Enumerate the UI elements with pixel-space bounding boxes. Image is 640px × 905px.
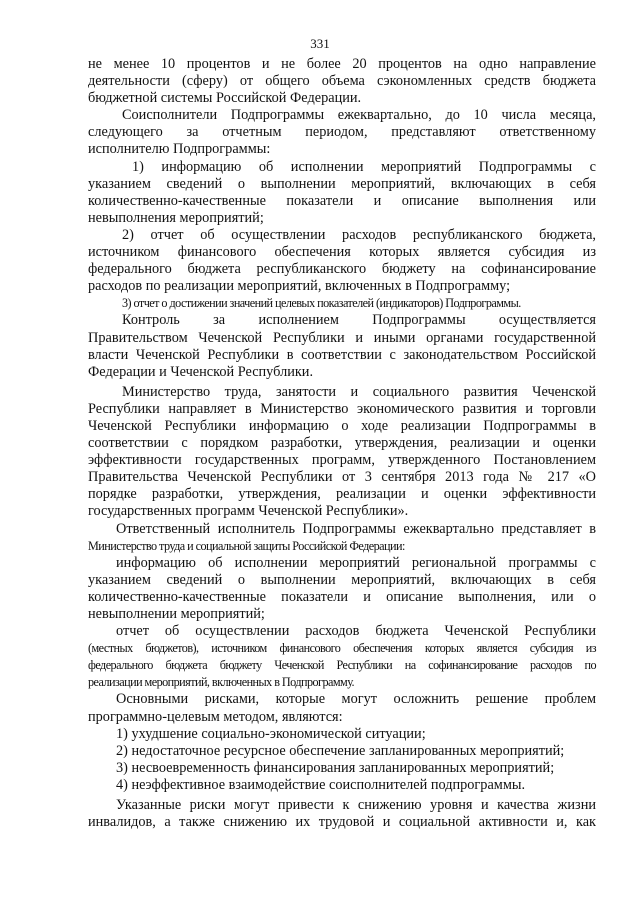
document-body bbox=[88, 56, 596, 831]
text-line: не менее 10 процентов и не более 20 процентов на одно направление bbox=[88, 56, 596, 72]
text-line: 2) отчет об осуществлении расходов республиканского бюджета, bbox=[122, 226, 596, 243]
text-line: Соисполнители Подпрограммы ежеквартально, до 10 числа месяца, bbox=[122, 107, 596, 124]
text-line: 4) неэффективное взаимодействие соисполнителей подпрограммы. bbox=[116, 776, 526, 793]
text-line: 1) информацию об исполнении мероприятий Подпрограммы с bbox=[132, 158, 596, 175]
text-line: Ответственный исполнитель Подпрограммы ежеквартально представляет в bbox=[116, 520, 596, 537]
text-line: 3) отчет о достижении значений целевых показателей (индикаторов) Подпрограммы. bbox=[122, 296, 521, 311]
text-line: Правительства Чеченской Республики от 3 сентября 2013 года № 217 «О bbox=[88, 469, 596, 486]
text-line: Контроль за исполнением Подпрограммы осуществляется bbox=[122, 312, 596, 329]
text-line: 2) недостаточное ресурсное обеспечение запланированных мероприятий; bbox=[116, 742, 565, 759]
text-line: Правительством Чеченской Республики и иными органами государственной bbox=[88, 329, 596, 346]
text-line: Федерации и Чеченской Республики. bbox=[88, 363, 314, 380]
text-line: отчет об осуществлении расходов бюджета Чеченской Республики bbox=[116, 623, 596, 640]
page-number: 331 bbox=[310, 36, 330, 51]
text-line: Чеченской Республики информацию о ходе реализации Подпрограммы в bbox=[88, 417, 596, 434]
text-line: деятельности (сферу) от общего объема сэкономленных средств бюджета bbox=[88, 73, 596, 90]
text-line: следующего за отчетным периодом, представляют ответственному bbox=[88, 124, 596, 141]
text-line: 1) ухудшение социально-экономической ситуации; bbox=[116, 725, 426, 742]
text-line: расходов по реализации мероприятий, включенных в Подпрограмму; bbox=[88, 278, 511, 295]
text-line: указанием сведений о выполнении мероприятий, включающих в себя bbox=[88, 175, 596, 192]
text-line: порядке разработки, утверждения, реализации и оценки эффективности bbox=[88, 486, 596, 503]
text-line: невыполнении мероприятий; bbox=[88, 606, 265, 622]
text-line: невыполнения мероприятий; bbox=[88, 209, 264, 226]
text-line: инвалидов, а также снижению их трудовой и социальной активности и, как bbox=[88, 814, 596, 831]
text-line: соответствии с порядком разработки, утверждения, реализации и оценки bbox=[88, 435, 596, 452]
text-line: федерального бюджета бюджету Чеченской Республики на софинансирование расходов по bbox=[88, 658, 596, 673]
text-line: 3) несвоевременность финансирования запланированных мероприятий; bbox=[116, 759, 555, 776]
text-line: Министерство труда, занятости и социального развития Чеченской bbox=[122, 383, 596, 400]
text-line: количественно-качественные показатели и описание выполнения или bbox=[88, 192, 596, 209]
text-line: Указанные риски могут привести к снижению уровня и качества жизни bbox=[116, 797, 596, 814]
text-line: программно-целевым методом, являются: bbox=[88, 708, 343, 725]
text-line: бюджетной системы Российской Федерации. bbox=[88, 90, 362, 107]
text-line: количественно-качественные показатели и описание выполнения, или о bbox=[88, 588, 596, 605]
text-line: Министерство труда и социальной защиты Российской Федерации: bbox=[88, 538, 405, 553]
text-line: исполнителю Подпрограммы: bbox=[88, 141, 271, 158]
text-line: источником финансового обеспечения которых является субсидия из bbox=[88, 244, 596, 261]
text-line: реализации мероприятий, включенных в Подпрограмму. bbox=[88, 675, 355, 690]
text-line: власти Чеченской Республики в соответствии с законодательством Российской bbox=[88, 346, 596, 363]
text-line: информацию об исполнении мероприятий региональной программы с bbox=[116, 554, 596, 571]
text-line: Республики направляет в Министерство экономического развития и торговли bbox=[88, 400, 596, 417]
text-line: государственных программ Чеченской Республики». bbox=[88, 503, 409, 520]
text-line: указанием сведений о выполнении мероприятий, включающих в себя bbox=[88, 571, 596, 588]
text-line: эффективности государственных программ, утвержденного Постановлением bbox=[88, 452, 596, 469]
text-line: (местных бюджетов), источником финансового обеспечения которых является субсидия из bbox=[88, 641, 596, 656]
text-line: федерального бюджета республиканского бюджету на софинансирование bbox=[88, 261, 596, 278]
text-line: Основными рисками, которые могут осложнить решение проблем bbox=[116, 691, 596, 708]
